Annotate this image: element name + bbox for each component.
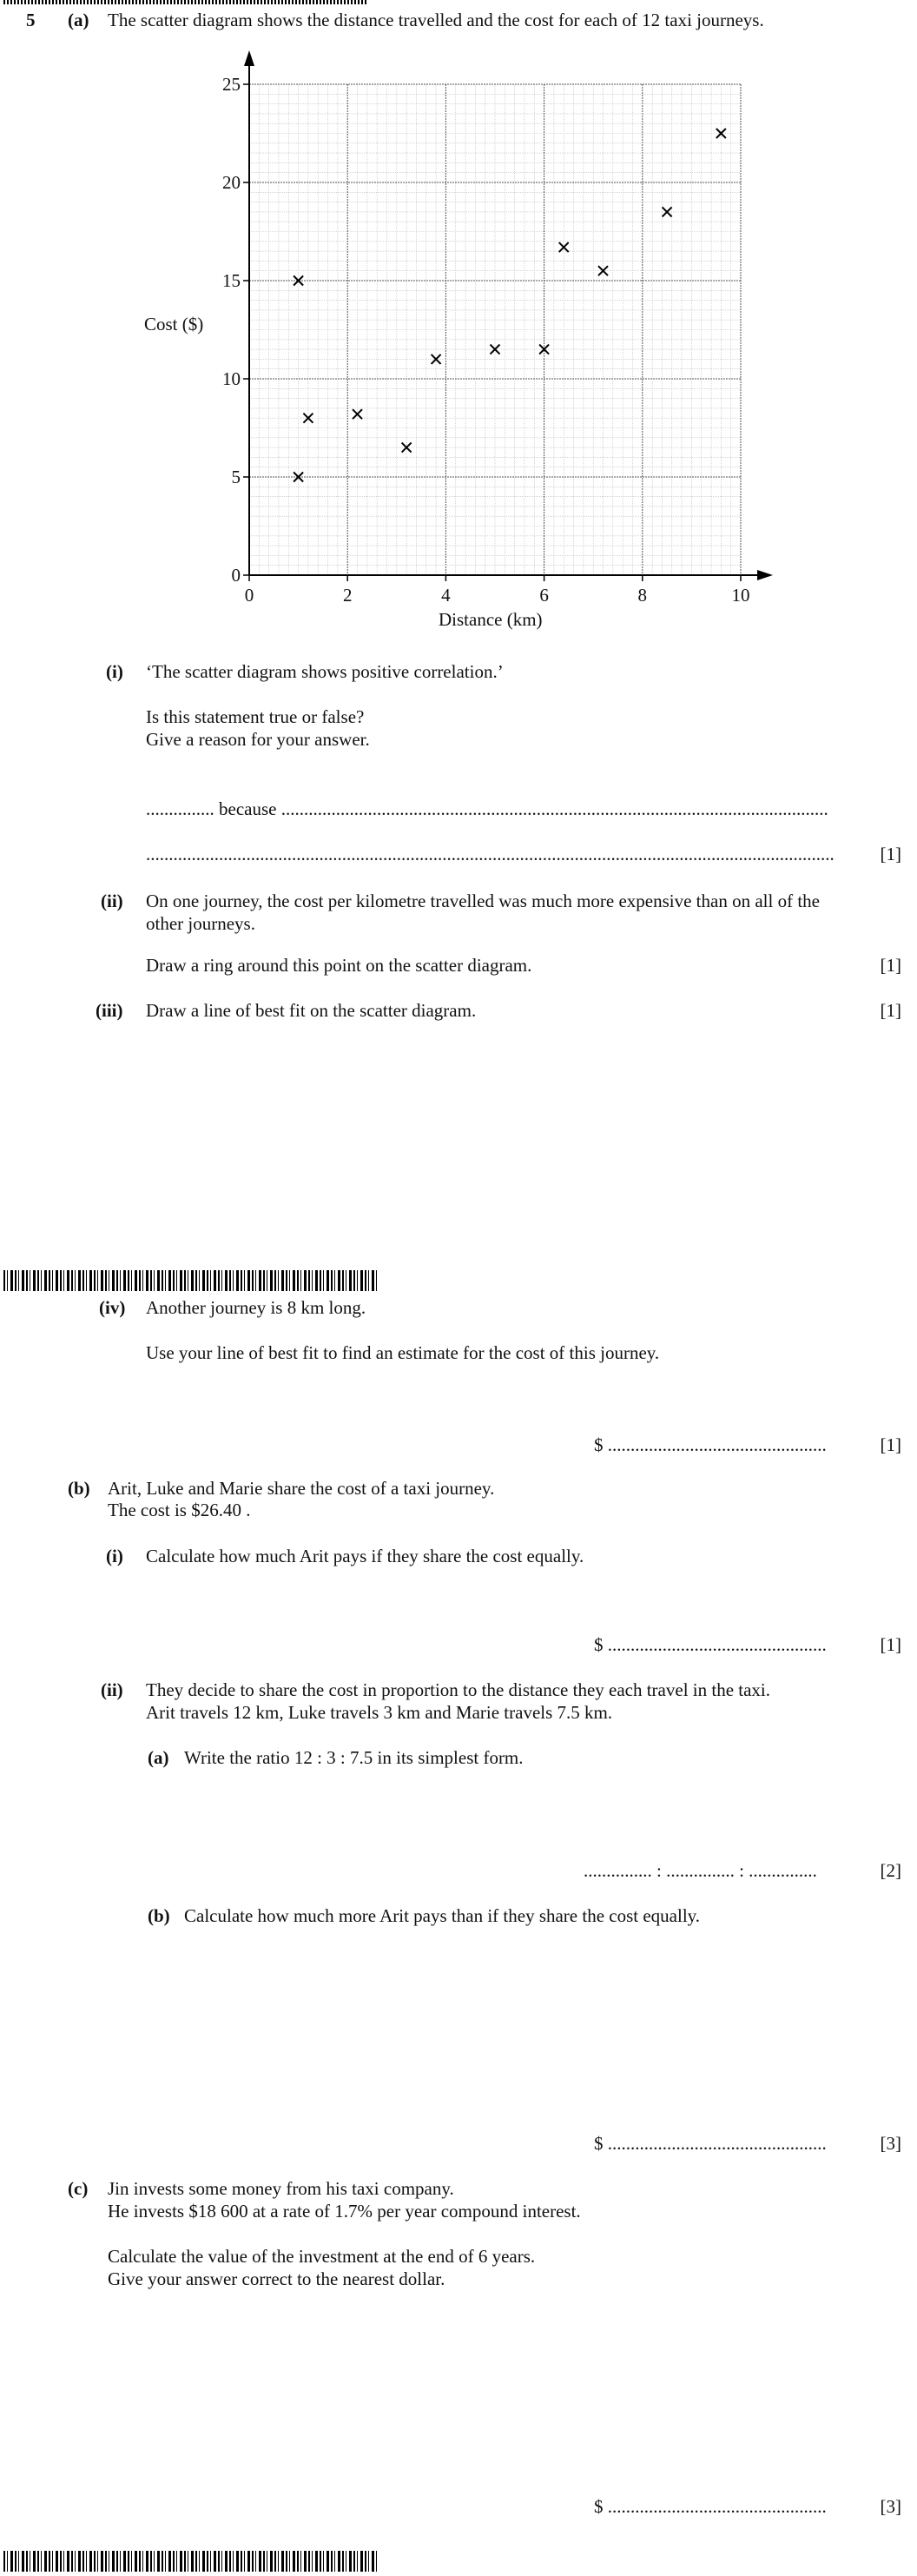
part-a-iii-instruction: Draw a line of best fit on the scatter diagram. [146, 1000, 477, 1021]
part-a-i-question-2: Give a reason for your answer. [146, 729, 370, 750]
y-tick-label: 10 [222, 368, 241, 389]
part-b-ii-text-2: Arit travels 12 km, Luke travels 3 km and Marie travels 7.5 km. [146, 1702, 613, 1723]
part-a-i-label: (i) [106, 661, 123, 682]
y-axis-arrow [244, 50, 254, 66]
part-a-ii-text-1: On one journey, the cost per kilometre travelled was much more expensive than on all of the [146, 891, 820, 911]
data-point [353, 409, 362, 419]
y-tick-label: 0 [231, 565, 241, 586]
part-c-marks: [3] [880, 2496, 901, 2517]
part-b-text-2: The cost is $26.40 . [108, 1500, 251, 1520]
part-a-ii-label: (ii) [101, 891, 123, 911]
part-b-i-marks: [1] [880, 1634, 901, 1655]
part-b-ii-a-marks: [2] [880, 1860, 901, 1881]
part-c-text-1: Jin invests some money from his taxi company. [108, 2178, 454, 2199]
part-a-i-answer-line-1[interactable]: ............... because ........................................................................................................................ [146, 798, 828, 819]
scatter-diagram [0, 35, 917, 660]
part-b-ii-label: (ii) [101, 1679, 123, 1700]
part-a-i-question-1: Is this statement true or false? [146, 706, 365, 727]
part-b-i-text: Calculate how much Arit pays if they share the cost equally. [146, 1546, 584, 1566]
question-number: 5 [26, 10, 36, 30]
part-b-ii-text-1: They decide to share the cost in proportion to the distance they each travel in the taxi. [146, 1679, 771, 1700]
part-a-iv-marks: [1] [880, 1434, 901, 1455]
part-b-ii-a-label: (a) [148, 1747, 169, 1768]
part-a-iv-instruction: Use your line of best fit to find an estimate for the cost of this journey. [146, 1342, 660, 1363]
x-axis-label: Distance (km) [439, 609, 543, 630]
part-b-ii-b-label: (b) [148, 1905, 170, 1926]
data-point [559, 242, 569, 252]
part-b-ii-b-answer-line[interactable]: $ ................................................ [594, 2133, 827, 2154]
part-a-iii-label: (iii) [96, 1000, 123, 1021]
x-axis-arrow [757, 570, 773, 580]
part-a-ii-text-2: other journeys. [146, 913, 255, 934]
part-a-iv-label: (iv) [99, 1297, 126, 1318]
part-b-ii-b-marks: [3] [880, 2133, 901, 2154]
y-tick-label: 25 [222, 74, 241, 95]
part-b-text-1: Arit, Luke and Marie share the cost of a taxi journey. [108, 1478, 495, 1499]
x-tick-label: 4 [441, 585, 451, 606]
y-tick-label: 5 [231, 467, 241, 487]
part-c-label: (c) [68, 2178, 89, 2199]
part-b-ii-a-text: Write the ratio 12 : 3 : 7.5 in its simplest form. [184, 1747, 524, 1768]
part-a-iv-text: Another journey is 8 km long. [146, 1297, 366, 1318]
part-a-iv-answer-line[interactable]: $ ................................................ [594, 1434, 827, 1455]
top-barcode-strip [3, 0, 368, 4]
part-a-i-statement: ‘The scatter diagram shows positive correlation.’ [146, 661, 504, 682]
part-b-label: (b) [68, 1478, 90, 1499]
y-tick-label: 15 [222, 270, 241, 291]
part-a-ii-marks: [1] [880, 955, 901, 976]
y-axis-label: Cost ($) [144, 314, 204, 334]
part-a-i-marks: [1] [880, 844, 901, 864]
part-c-text-3: Calculate the value of the investment at the end of 6 years. [108, 2246, 536, 2267]
part-c-text-4: Give your answer correct to the nearest dollar. [108, 2268, 445, 2289]
y-tick-label: 20 [222, 172, 241, 193]
part-b-ii-b-text: Calculate how much more Arit pays than if they share the cost equally. [184, 1905, 701, 1926]
x-tick-label: 2 [342, 585, 353, 606]
part-c-text-2: He invests $18 600 at a rate of 1.7% per year compound interest. [108, 2201, 581, 2222]
barcode-bottom [3, 2551, 377, 2572]
part-a-text: The scatter diagram shows the distance travelled and the cost for each of 12 taxi journeys. [108, 10, 764, 30]
part-b-ii-a-answer-line[interactable]: ............... : ............... : ............... [584, 1860, 817, 1881]
x-tick-label: 0 [244, 585, 254, 606]
x-tick-label: 8 [637, 585, 648, 606]
part-a-label: (a) [68, 10, 89, 30]
part-a-iii-marks: [1] [880, 1000, 901, 1021]
barcode [3, 1270, 377, 1291]
part-c-answer-line[interactable]: $ ................................................ [594, 2496, 827, 2517]
part-b-i-answer-line[interactable]: $ ................................................ [594, 1634, 827, 1655]
x-tick-label: 6 [539, 585, 549, 606]
part-b-i-label: (i) [106, 1546, 123, 1566]
x-tick-label: 10 [731, 585, 750, 606]
part-a-i-answer-line-2[interactable]: ....................................................................................................................................................... [146, 844, 835, 864]
part-a-ii-instruction: Draw a ring around this point on the scatter diagram. [146, 955, 532, 976]
